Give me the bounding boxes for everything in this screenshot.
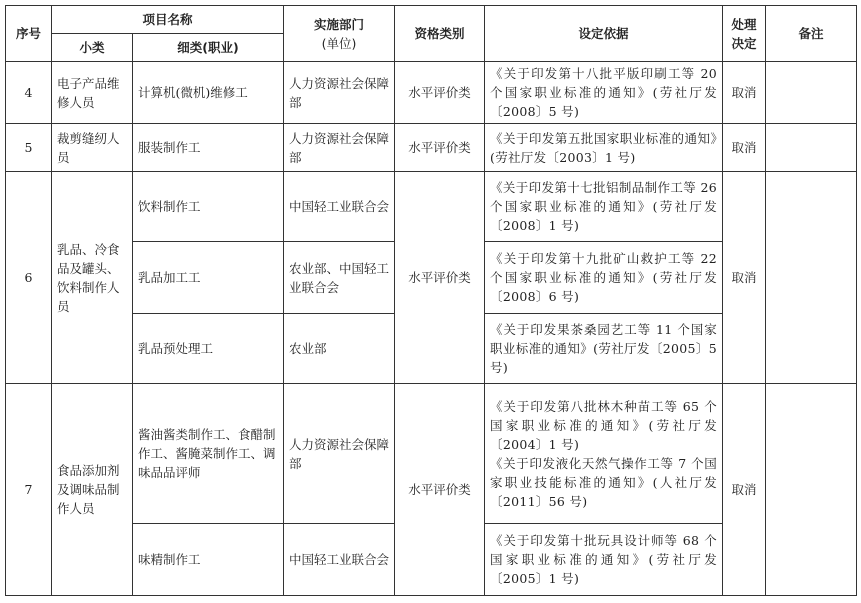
- row6-basis-2: 《关于印发第十九批矿山救护工等 22 个国家职业标准的通知》(劳社厅发〔2008〕6 号): [485, 242, 723, 314]
- row6-sub-3: 乳品预处理工: [133, 314, 284, 384]
- header-dept-line2: (单位): [321, 35, 357, 51]
- row4-sub: 计算机(微机)维修工: [133, 62, 284, 124]
- row7-minor: 食品添加剂及调味品制作人员: [52, 384, 133, 596]
- row6-dept-3: 农业部: [284, 314, 395, 384]
- row5-remark: [766, 124, 857, 172]
- row4-decision: 取消: [723, 62, 766, 124]
- row6-sub-2: 乳品加工工: [133, 242, 284, 314]
- header-decision: [723, 6, 766, 62]
- row6-minor: 乳品、冷食品及罐头、饮料制作人员: [52, 172, 133, 384]
- row5-minor: 裁剪缝纫人员: [52, 124, 133, 172]
- row6-qual: 水平评价类: [395, 172, 485, 384]
- table-row: [6, 124, 857, 172]
- row4-minor: 电子产品维修人员: [52, 62, 133, 124]
- row7-basis-1a: 《关于印发第八批林木种苗工等 65 个国家职业标准的通知》(劳社厅发〔2004〕1 号): [490, 398, 718, 452]
- row7-remark: [766, 384, 857, 596]
- row4-dept: 人力资源社会保障部: [284, 62, 395, 124]
- occupation-qualification-table: [5, 5, 857, 596]
- row5-decision: 取消: [723, 124, 766, 172]
- row7-basis-1: [485, 384, 723, 524]
- row7-sub-1: 酱油酱类制作工、食醋制作工、酱腌菜制作工、调味品品评师: [133, 384, 284, 524]
- row6-seq: 6: [6, 172, 52, 384]
- row7-sub-2: 味精制作工: [133, 524, 284, 596]
- header-remark: 备注: [766, 6, 857, 62]
- header-basis: 设定依据: [485, 6, 723, 62]
- row7-basis-2: 《关于印发第十批玩具设计师等 68 个国家职业标准的通知》(劳社厅发〔2005〕1 号): [485, 524, 723, 596]
- row4-basis: 《关于印发第十八批平版印刷工等 20 个国家职业标准的通知》(劳社厅发〔2008〕5 号): [485, 62, 723, 124]
- row7-seq: 7: [6, 384, 52, 596]
- header-sub-class: 细类(职业): [133, 34, 284, 62]
- row6-decision: 取消: [723, 172, 766, 384]
- table-row: [6, 62, 857, 124]
- header-decision-line1: 处理: [731, 16, 757, 32]
- row6-sub-1: 饮料制作工: [133, 172, 284, 242]
- row6-basis-1: 《关于印发第十七批铝制品制作工等 26 个国家职业标准的通知》(劳社厅发〔2008〕1 号): [485, 172, 723, 242]
- row7-dept-1: 人力资源社会保障部: [284, 384, 395, 524]
- row4-remark: [766, 62, 857, 124]
- row5-sub: 服装制作工: [133, 124, 284, 172]
- row5-seq: 5: [6, 124, 52, 172]
- header-dept: [284, 6, 395, 62]
- row5-qual: 水平评价类: [395, 124, 485, 172]
- header-seq: 序号: [6, 6, 52, 62]
- header-project-name: 项目名称: [52, 6, 284, 34]
- row6-basis-3: 《关于印发果茶桑园艺工等 11 个国家职业标准的通知》(劳社厅发〔2005〕5 号): [485, 314, 723, 384]
- header-decision-line2: 决定: [731, 35, 757, 51]
- row7-decision: 取消: [723, 384, 766, 596]
- table-row: [6, 172, 857, 242]
- header-dept-line1: 实施部门: [314, 16, 365, 32]
- row6-dept-2: 农业部、中国轻工业联合会: [284, 242, 395, 314]
- row7-qual: 水平评价类: [395, 384, 485, 596]
- row4-qual: 水平评价类: [395, 62, 485, 124]
- row6-remark: [766, 172, 857, 384]
- header-row-1: [6, 6, 857, 34]
- row6-dept-1: 中国轻工业联合会: [284, 172, 395, 242]
- row5-dept: 人力资源社会保障部: [284, 124, 395, 172]
- header-minor-class: 小类: [52, 34, 133, 62]
- row7-dept-2: 中国轻工业联合会: [284, 524, 395, 596]
- row4-seq: 4: [6, 62, 52, 124]
- table-row: [6, 384, 857, 524]
- row5-basis: 《关于印发第五批国家职业标准的通知》(劳社厅发〔2003〕1 号): [485, 124, 723, 172]
- header-qual-type: 资格类别: [395, 6, 485, 62]
- row7-basis-1b: 《关于印发液化天然气操作工等 7 个国家职业技能标准的通知》(人社厅发〔2011〕56 号): [490, 455, 718, 509]
